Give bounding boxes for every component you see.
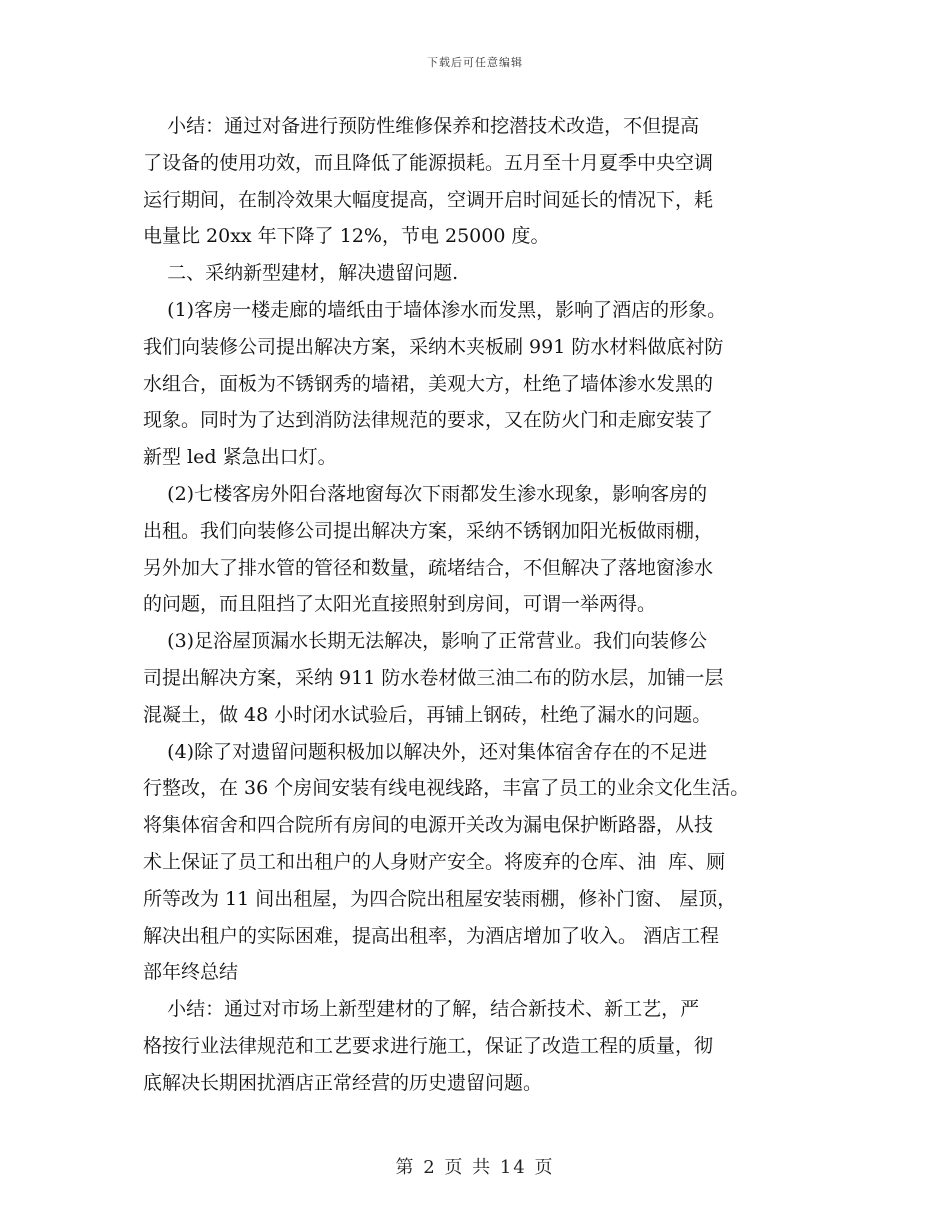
body-line: 格按行业法律规范和工艺要求进行施工，保证了改造工程的质量，彻 [143,1034,714,1057]
body-line: 行整改，在 36 个房间安装有线电视线路，丰富了员工的业余文化生活。 [143,777,750,800]
body-line: 小结：通过对备进行预防性维修保养和挖潜技术改造，不但提高 [143,115,700,137]
body-line: 的问题，而且阻挡了太阳光直接照射到房间，可谓一举两得。 [143,593,657,616]
section-heading: 二、采纳新型建材，解决遗留问题. [143,262,459,285]
body-line: (2)七楼客房外阳台落地窗每次下雨都发生渗水现象，影响客房的 [143,482,708,505]
body-line: (1)客房一楼走廊的墙纸由于墙体渗水而发黑，影响了酒店的形象。 [143,298,727,321]
body-line: 出租。我们向装修公司提出解决方案，采纳不锈钢加阳光板做雨棚， [143,519,714,542]
body-line: 运行期间，在制冷效果大幅度提高，空调开启时间延长的情况下，耗 [143,188,714,211]
body-line: 混凝土，做 48 小时闭水试验后，再铺上钢砖，杜绝了漏水的问题。 [143,703,712,726]
body-line: 部年终总结 [143,961,239,984]
body-line: 新型 led 紧急出口灯。 [143,446,337,469]
body-line: 术上保证了员工和出租户的人身财产安全。将废弃的仓库、油 库、厕 [143,850,726,873]
body-line: 将集体宿舍和四合院所有房间的电源开关改为漏电保护断路器，从技 [143,814,714,837]
body-line: 了设备的使用功效，而且降低了能源损耗。五月至十月夏季中央空调 [143,151,714,174]
body-line: 电量比 20xx 年下降了 12%，节电 25000 度。 [143,225,550,248]
body-line: 所等改为 11 间出租屋，为四合院出租屋安装雨棚，修补门窗、 屋顶， [143,887,737,910]
body-line: (3)足浴屋顶漏水长期无法解决，影响了正常营业。我们向装修公 [143,630,708,653]
header-note: 下载后可任意编辑 [427,56,523,69]
body-line: 我们向装修公司提出解决方案，采纳木夹板刷 991 防水材料做底衬防 [143,335,724,358]
body-line: (4)除了对遗留问题积极加以解决外，还对集体宿舍存在的不足进 [143,740,708,763]
document-body [143,108,828,1102]
body-line: 小结：通过对市场上新型建材的了解，结合新技术、新工艺，严 [143,998,700,1021]
body-line: 底解决长期困扰酒店正常经营的历史遗留问题。 [143,1071,543,1094]
body-line: 另外加大了排水管的管径和数量，疏堵结合，不但解决了落地窗渗水 [143,556,714,579]
body-line: 现象。同时为了达到消防法律规范的要求，又在防火门和走廊安装了 [143,409,714,432]
body-line: 解决出租户的实际困难，提高出租率，为酒店增加了收入。 酒店工程 [143,924,720,947]
body-line: 司提出解决方案，采纳 911 防水卷材做三油二布的防水层，加铺一层 [143,666,724,689]
body-line: 水组合，面板为不锈钢秀的墙裙，美观大方，杜绝了墙体渗水发黑的 [143,372,714,395]
page-number-footer: 第 2 页 共 14 页 [395,1157,555,1178]
